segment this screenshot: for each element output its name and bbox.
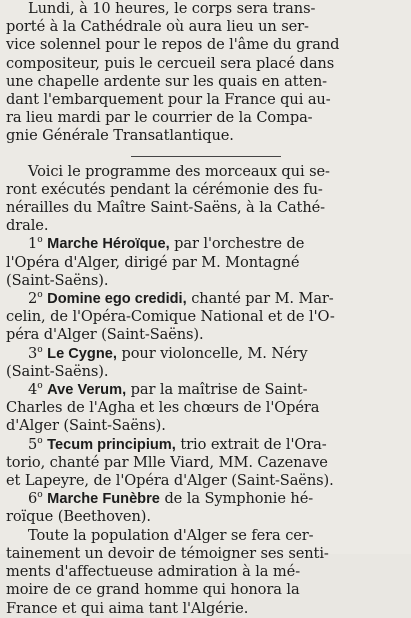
text-line: péra d'Alger (Saint-Saëns). <box>6 326 204 344</box>
text-line: et Lapeyre, de l'Opéra d'Alger (Saint-Saëns). <box>6 472 334 490</box>
text-line <box>6 290 405 308</box>
item-ordinal: o <box>37 381 43 392</box>
text-line: roïque (Beethoven). <box>6 508 151 526</box>
item-title: Marche Funèbre <box>47 491 160 508</box>
item-ordinal: o <box>37 290 43 301</box>
program-item <box>6 436 405 491</box>
paragraph-program-intro <box>6 163 405 236</box>
item-number: 5 <box>28 435 38 453</box>
item-title: Domine ego credidi, <box>47 291 187 308</box>
item-title: Marche Héroïque, <box>47 236 170 253</box>
text-line: Voici le programme des morceaux qui se- <box>28 162 330 180</box>
item-ordinal: o <box>37 435 43 446</box>
text-line: vice solennel pour le repos de l'âme du grand <box>6 36 340 54</box>
item-text: par la maîtrise de Saint- <box>126 381 308 399</box>
text-line: ront exécutés pendant la cérémonie des fu- <box>6 180 323 198</box>
text-line: moire de ce grand homme qui honora la <box>6 581 300 599</box>
program-list <box>6 235 405 526</box>
text-line: porté à la Cathédrale où aura lieu un ser- <box>6 18 309 36</box>
text-line: nérailles du Maître Saint-Saëns, à la Cathé- <box>6 199 325 217</box>
item-text: de la Symphonie hé- <box>159 490 314 508</box>
text-line: compositeur, puis le cercueil sera placé dans <box>6 54 335 72</box>
item-text: trio extrait de l'Ora- <box>175 435 327 453</box>
text-line: gnie Générale Transatlantique. <box>6 127 234 145</box>
text-line: dant l'embarquement pour la France qui au- <box>6 91 331 109</box>
item-text: par l'orchestre de <box>169 235 305 253</box>
text-line: l'Opéra d'Alger, dirigé par M. Montagné <box>6 253 300 271</box>
text-line: une chapelle ardente sur les quais en atten- <box>6 72 327 90</box>
item-text: pour violoncelle, M. Néry <box>116 344 308 362</box>
text-line: d'Alger (Saint-Saëns). <box>6 417 166 435</box>
item-number: 6 <box>28 490 38 508</box>
program-item <box>6 381 405 436</box>
text-line: ments d'affectueuse admiration à la mé- <box>6 563 301 581</box>
text-line: Lundi, à 10 heures, le corps sera trans- <box>28 0 316 17</box>
section-divider <box>131 156 281 157</box>
item-text: chanté par M. Mar- <box>186 290 334 308</box>
text-line <box>6 490 405 508</box>
text-line: celin, de l'Opéra-Comique National et de l'O- <box>6 308 335 326</box>
text-line: Toute la population d'Alger se fera cer- <box>28 526 314 544</box>
text-line <box>6 381 405 399</box>
item-ordinal: o <box>37 344 43 355</box>
text-line: tainement un devoir de témoigner ses senti- <box>6 544 329 562</box>
item-number: 3 <box>28 344 38 362</box>
item-ordinal: o <box>37 490 43 501</box>
paragraph-funeral-schedule <box>6 0 405 146</box>
item-title: Le Cygne, <box>47 345 117 362</box>
item-number: 1 <box>28 235 38 253</box>
text-line <box>6 235 405 253</box>
program-item <box>6 235 405 290</box>
item-title: Ave Verum, <box>47 382 127 399</box>
item-number: 4 <box>28 381 38 399</box>
item-title: Tecum principium, <box>47 436 176 453</box>
text-line <box>6 436 405 454</box>
text-line: ra lieu mardi par le courrier de la Compa- <box>6 109 313 127</box>
text-line: (Saint-Saëns). <box>6 271 109 289</box>
text-line: Charles de l'Agha et les chœurs de l'Opéra <box>6 399 320 417</box>
article-column <box>6 0 405 618</box>
text-line: France et qui aima tant l'Algérie. <box>6 599 249 617</box>
text-line: torio, chanté par Mlle Viard, MM. Cazenave <box>6 453 328 471</box>
paragraph-closing <box>6 527 405 618</box>
item-number: 2 <box>28 290 38 308</box>
program-item <box>6 345 405 381</box>
program-item <box>6 290 405 345</box>
text-line <box>6 345 405 363</box>
text-line: (Saint-Saëns). <box>6 362 109 380</box>
item-ordinal: o <box>37 235 43 246</box>
text-line: drale. <box>6 217 49 235</box>
program-item <box>6 490 405 526</box>
